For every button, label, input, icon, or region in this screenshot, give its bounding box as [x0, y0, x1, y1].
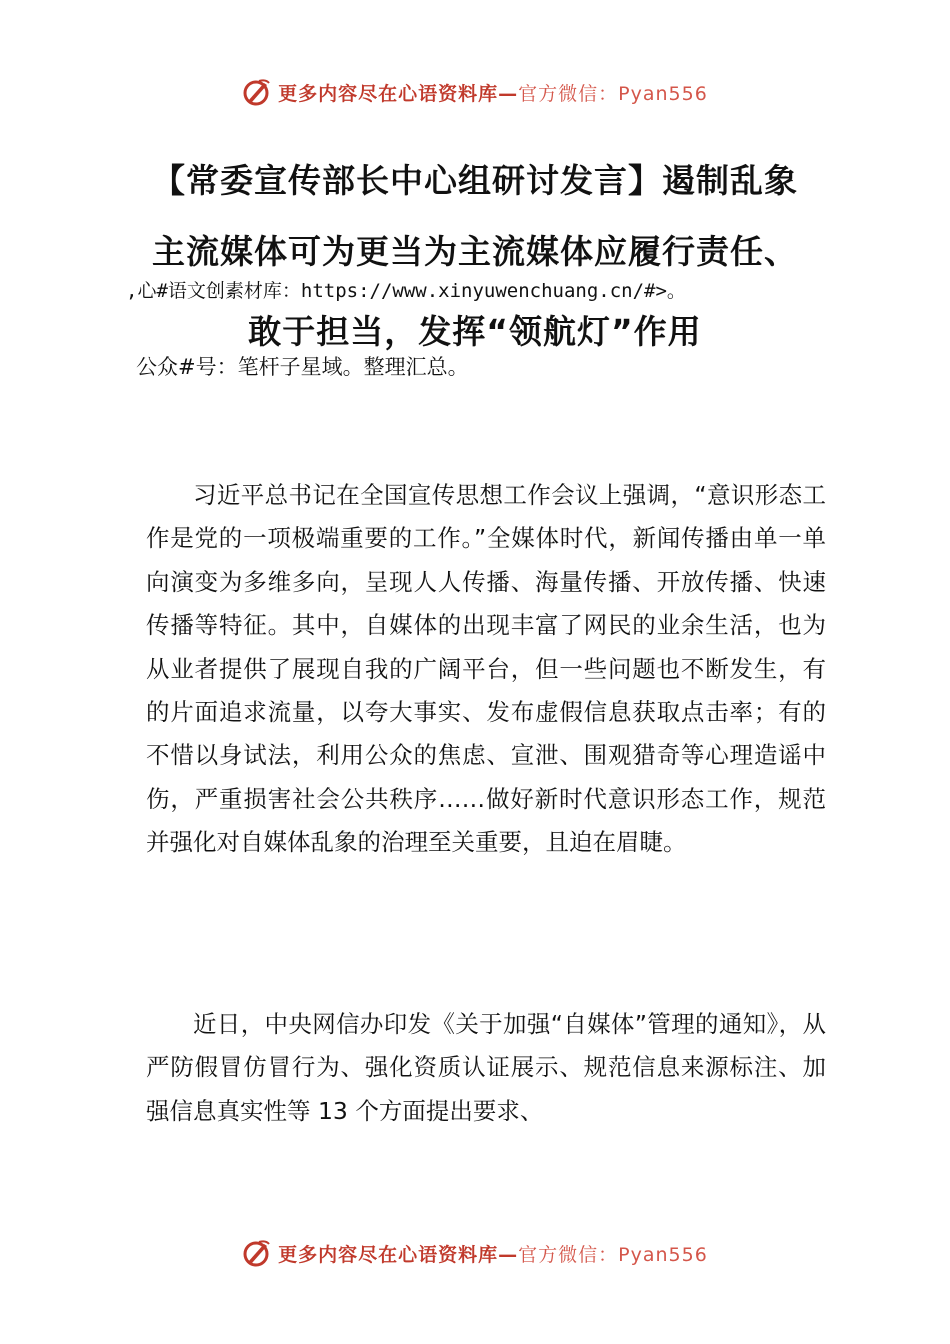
- banner-site-text: 更多内容尽在心语资料库: [278, 82, 499, 105]
- banner-dash: —: [498, 82, 519, 105]
- watermark-url-line: ,心#语文创素材库：https://www.xinyuwenchuang.cn/#>。: [126, 280, 686, 302]
- footer-banner-text: [278, 1240, 708, 1267]
- title-line-3: 敢于担当，发挥“领航灯”作用: [248, 312, 702, 351]
- title-line-1: 【常委宣传部长中心组研讨发言】遏制乱象: [152, 161, 798, 200]
- title-line-2: 主流媒体可为更当为主流媒体应履行责任、: [152, 232, 798, 271]
- footer-wechat-text: 官方微信：Pyan556: [518, 1243, 708, 1266]
- banner-wechat-text: 官方微信：Pyan556: [518, 82, 708, 105]
- quill-circle-icon: [242, 77, 272, 107]
- watermark-account-line: 公众#号：笔杆子星域。整理汇总。: [136, 355, 469, 379]
- banner-text: [278, 79, 708, 106]
- footer-dash: —: [498, 1243, 519, 1266]
- quill-circle-icon: [242, 1238, 272, 1268]
- footer-site-text: 更多内容尽在心语资料库: [278, 1243, 499, 1266]
- footer-banner: [0, 1233, 950, 1273]
- body-paragraph-2: 近日，中央网信办印发《关于加强“自媒体”管理的通知》，从严防假冒仿冒行为、强化资质认证展示、规范信息来源标注、加强信息真实性等 13 个方面提出要求、: [146, 1010, 826, 1125]
- header-banner: [0, 72, 950, 112]
- body-paragraph-1: 习近平总书记在全国宣传思想工作会议上强调，“意识形态工作是党的一项极端重要的工作。”全媒体时代，新闻传播由单一单向演变为多维多向，呈现人人传播、海量传播、开放传播、快速传播等特征。其中，自媒体的出现丰富了网民的业余生活，也为从业者提供了展现自我的广阔平台，但一些问题也不断发生，有的片面追求流量，以夸大事实、发布虚假信息获取点击率；有的不惜以身试法，利用公众的焦虑、宣泄、围观猎奇等心理造谣中伤，严重损害社会公共秩序……做好新时代意识形态工作，规范并强化对自媒体乱象的治理至关重要，且迫在眉睫。: [146, 481, 826, 857]
